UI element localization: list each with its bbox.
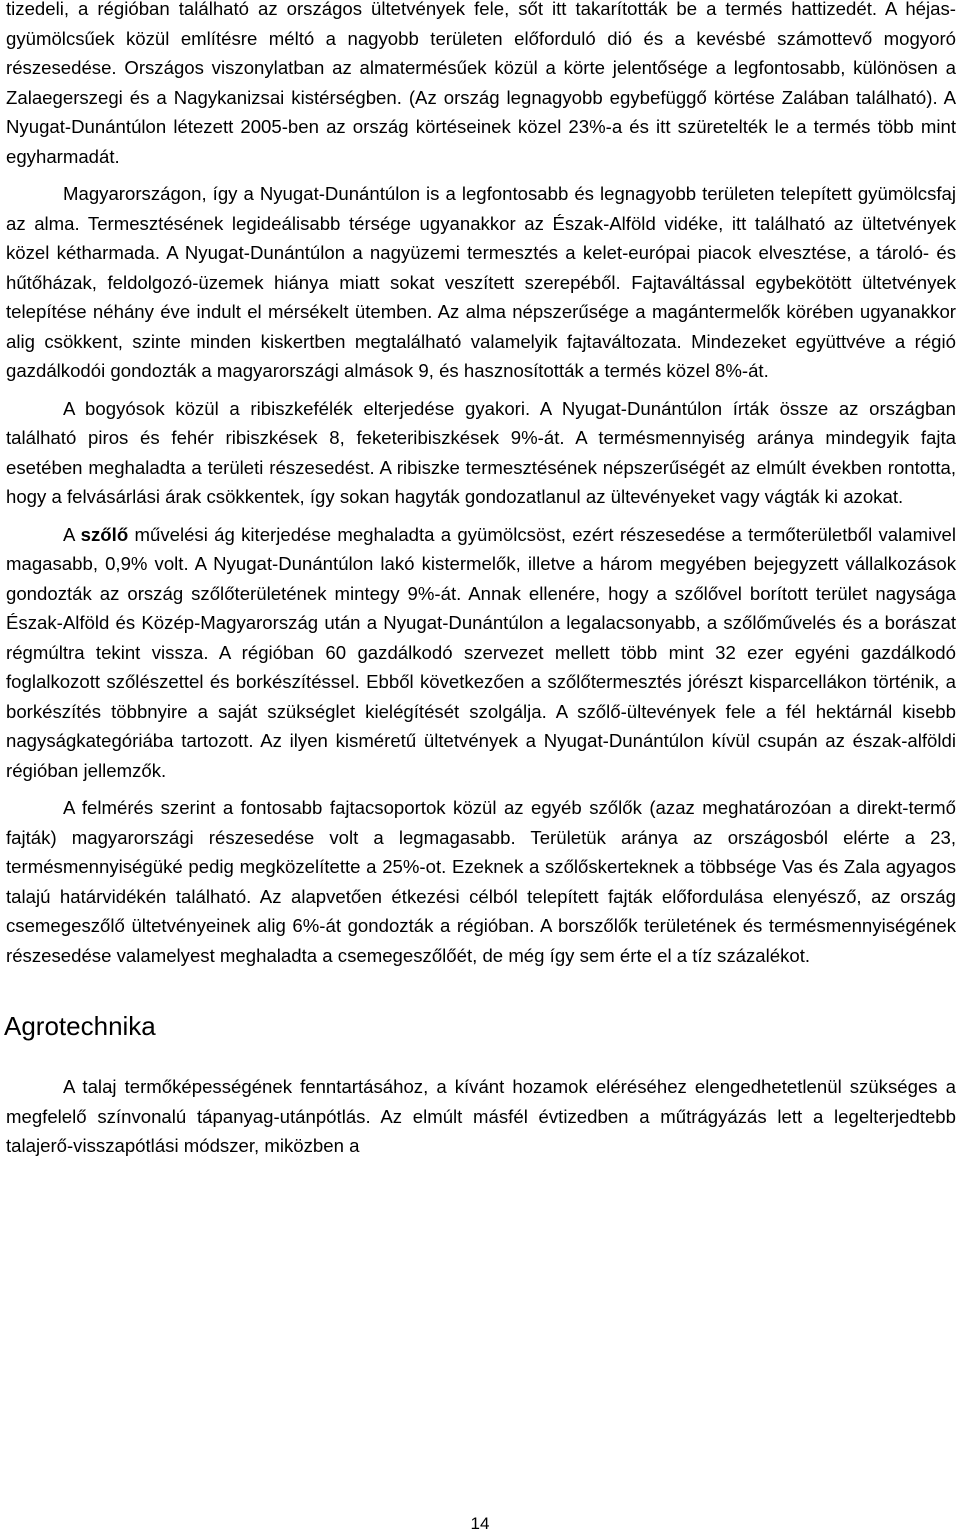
paragraph-grape-varieties: A felmérés szerint a fontosabb fajtacsoportok közül az egyéb szőlők (azaz meghatározóan a direkt-termő fajták) magyarországi részesedése volt a legmagasabb. Területük aránya az országosból elérte a 23, termésmennyiségüké pedig megközelítette a 25%-ot. Ezeknek a szőlőskerteknek a többsége Vas és Zala agyagos talajú határvidékén található. Az alapvetően étkezési célból telepített fajták előfordulása elenyésző, az ország csemegeszőlő ültetvényeinek alig 6%-át gondozták a régióban. A borszőlők területének és termésmennyiségének részesedése valamelyest meghaladta a csemegeszőlőét, de még így sem érte el a tíz százalékot. [6,797,956,966]
grape-keyword: szőlő [80,523,129,545]
paragraph-pear: tizedeli, a régióban található az országos ültetvények fele, sőt itt takarították be a termés hattizedét. A héjas-gyümölcsűek közül említésre méltó a nagyobb területen előforduló dió és a kevésbé számottevő mogyoró részesedése. Országos viszonylatban az almatermésűek közül a körte jelentősége a legfontosabb, különösen a Zalaegerszegi és a Nagykanizsai kistérségben. (Az ország legnagyobb egybefüggő körtése Zalában található). A Nyugat-Dunántúlon létezett 2005-ben az ország körtéseinek közel 23%-a és itt szüretelték le a termés több mint egyharmadát. [6,0,956,167]
grape-body-text: művelési ág kiterjedése meghaladta a gyümölcsöst, ezért részesedése a termőterületből valamivel magasabb, 0,9% volt. A Nyugat-Dunántúlon lakó kistermelők, illetve a három megyében bejegyzett vállalkozások gondozták az ország szőlőterületének mintegy 9%-át. Annak ellenére, hogy a szőlővel borított terület nagysága Észak-Alföld és Közép-Magyarország után a Nyugat-Dunántúlon a legalacsonyabb, a szőlőművelés és a borászat régmúltra tekint vissza. A régióban 60 gazdálkodó szervezet mellett több mint 32 ezer egyéni gazdálkodó foglalkozott szőlészettel és borkészítéssel. Ebből következően a szőlőtermesztés jórészt kisparcellákon történik, a borkészítés többnyire a saját szükséglet kielégítését szolgálja. A szőlő-ültevények fele a fél hektárnál kisebb nagyságkategóriába tartozott. Az ilyen kisméretű ültetvények a Nyugat-Dunántúlon kívül csupán az észak-alföldi régióban jellemzők. [6,523,956,781]
paragraph-apple: Magyarországon, így a Nyugat-Dunántúlon is a legfontosabb és legnagyobb területen telepített gyümölcsfaj az alma. Termesztésének legideálisabb térsége ugyanakkor az Észak-Alföld vidéke, itt található az ültetvények közel kétharmada. A Nyugat-Dunántúlon a nagyüzemi termesztés a kelet-európai piacok elvesztése, a tároló- és hűtőházak, feldolgozó-üzemek hiánya miatt sokat veszített szerepéből. Fajtaváltással egybekötött ültetvények telepítése néhány éve indult el mérsékelt ütemben. Az alma népszerűsége a magántermelők körében ugyanakkor alig csökkent, szinte minden kiskertben megtalálható valamelyik fajtaváltozata. Mindezeket együttvéve a régió gazdálkodói gondozták a magyarországi almások 9, és hasznosították a termés közel 8%-át. [6,183,956,381]
section-heading: Agrotechnika [4,1011,156,1041]
paragraph-soil: A talaj termőképességének fenntartásához, a kívánt hozamok eléréséhez elengedhetetlenül szükséges a megfelelő színvonalú tápanyag-utánpótlás. Az elmúlt másfél évtizedben a műtrágyázás lett a legelterjedtebb talajerő-visszapótlási módszer, miközben a [6,1076,956,1156]
document-page [6,0,956,1161]
paragraph-berries: A bogyósok közül a ribiszkefélék elterjedése gyakori. A Nyugat-Dunántúlon írták össze az országban található piros és fehér ribiszkések 8, feketeribiszkések 9%-át. A termésmennyiség aránya mindegyik fajta esetében meghaladta a területi részesedést. A ribiszke termesztésének népszerűségét az elmúlt években rontotta, hogy a felvásárlási árak csökkentek, így sokan hagyták gondozatlanul az ültevényeket vagy vágták ki azokat. [6,397,956,507]
page-number: 14 [470,1514,490,1533]
grape-intro-text: A [63,523,81,545]
paragraph-grape [6,520,956,786]
